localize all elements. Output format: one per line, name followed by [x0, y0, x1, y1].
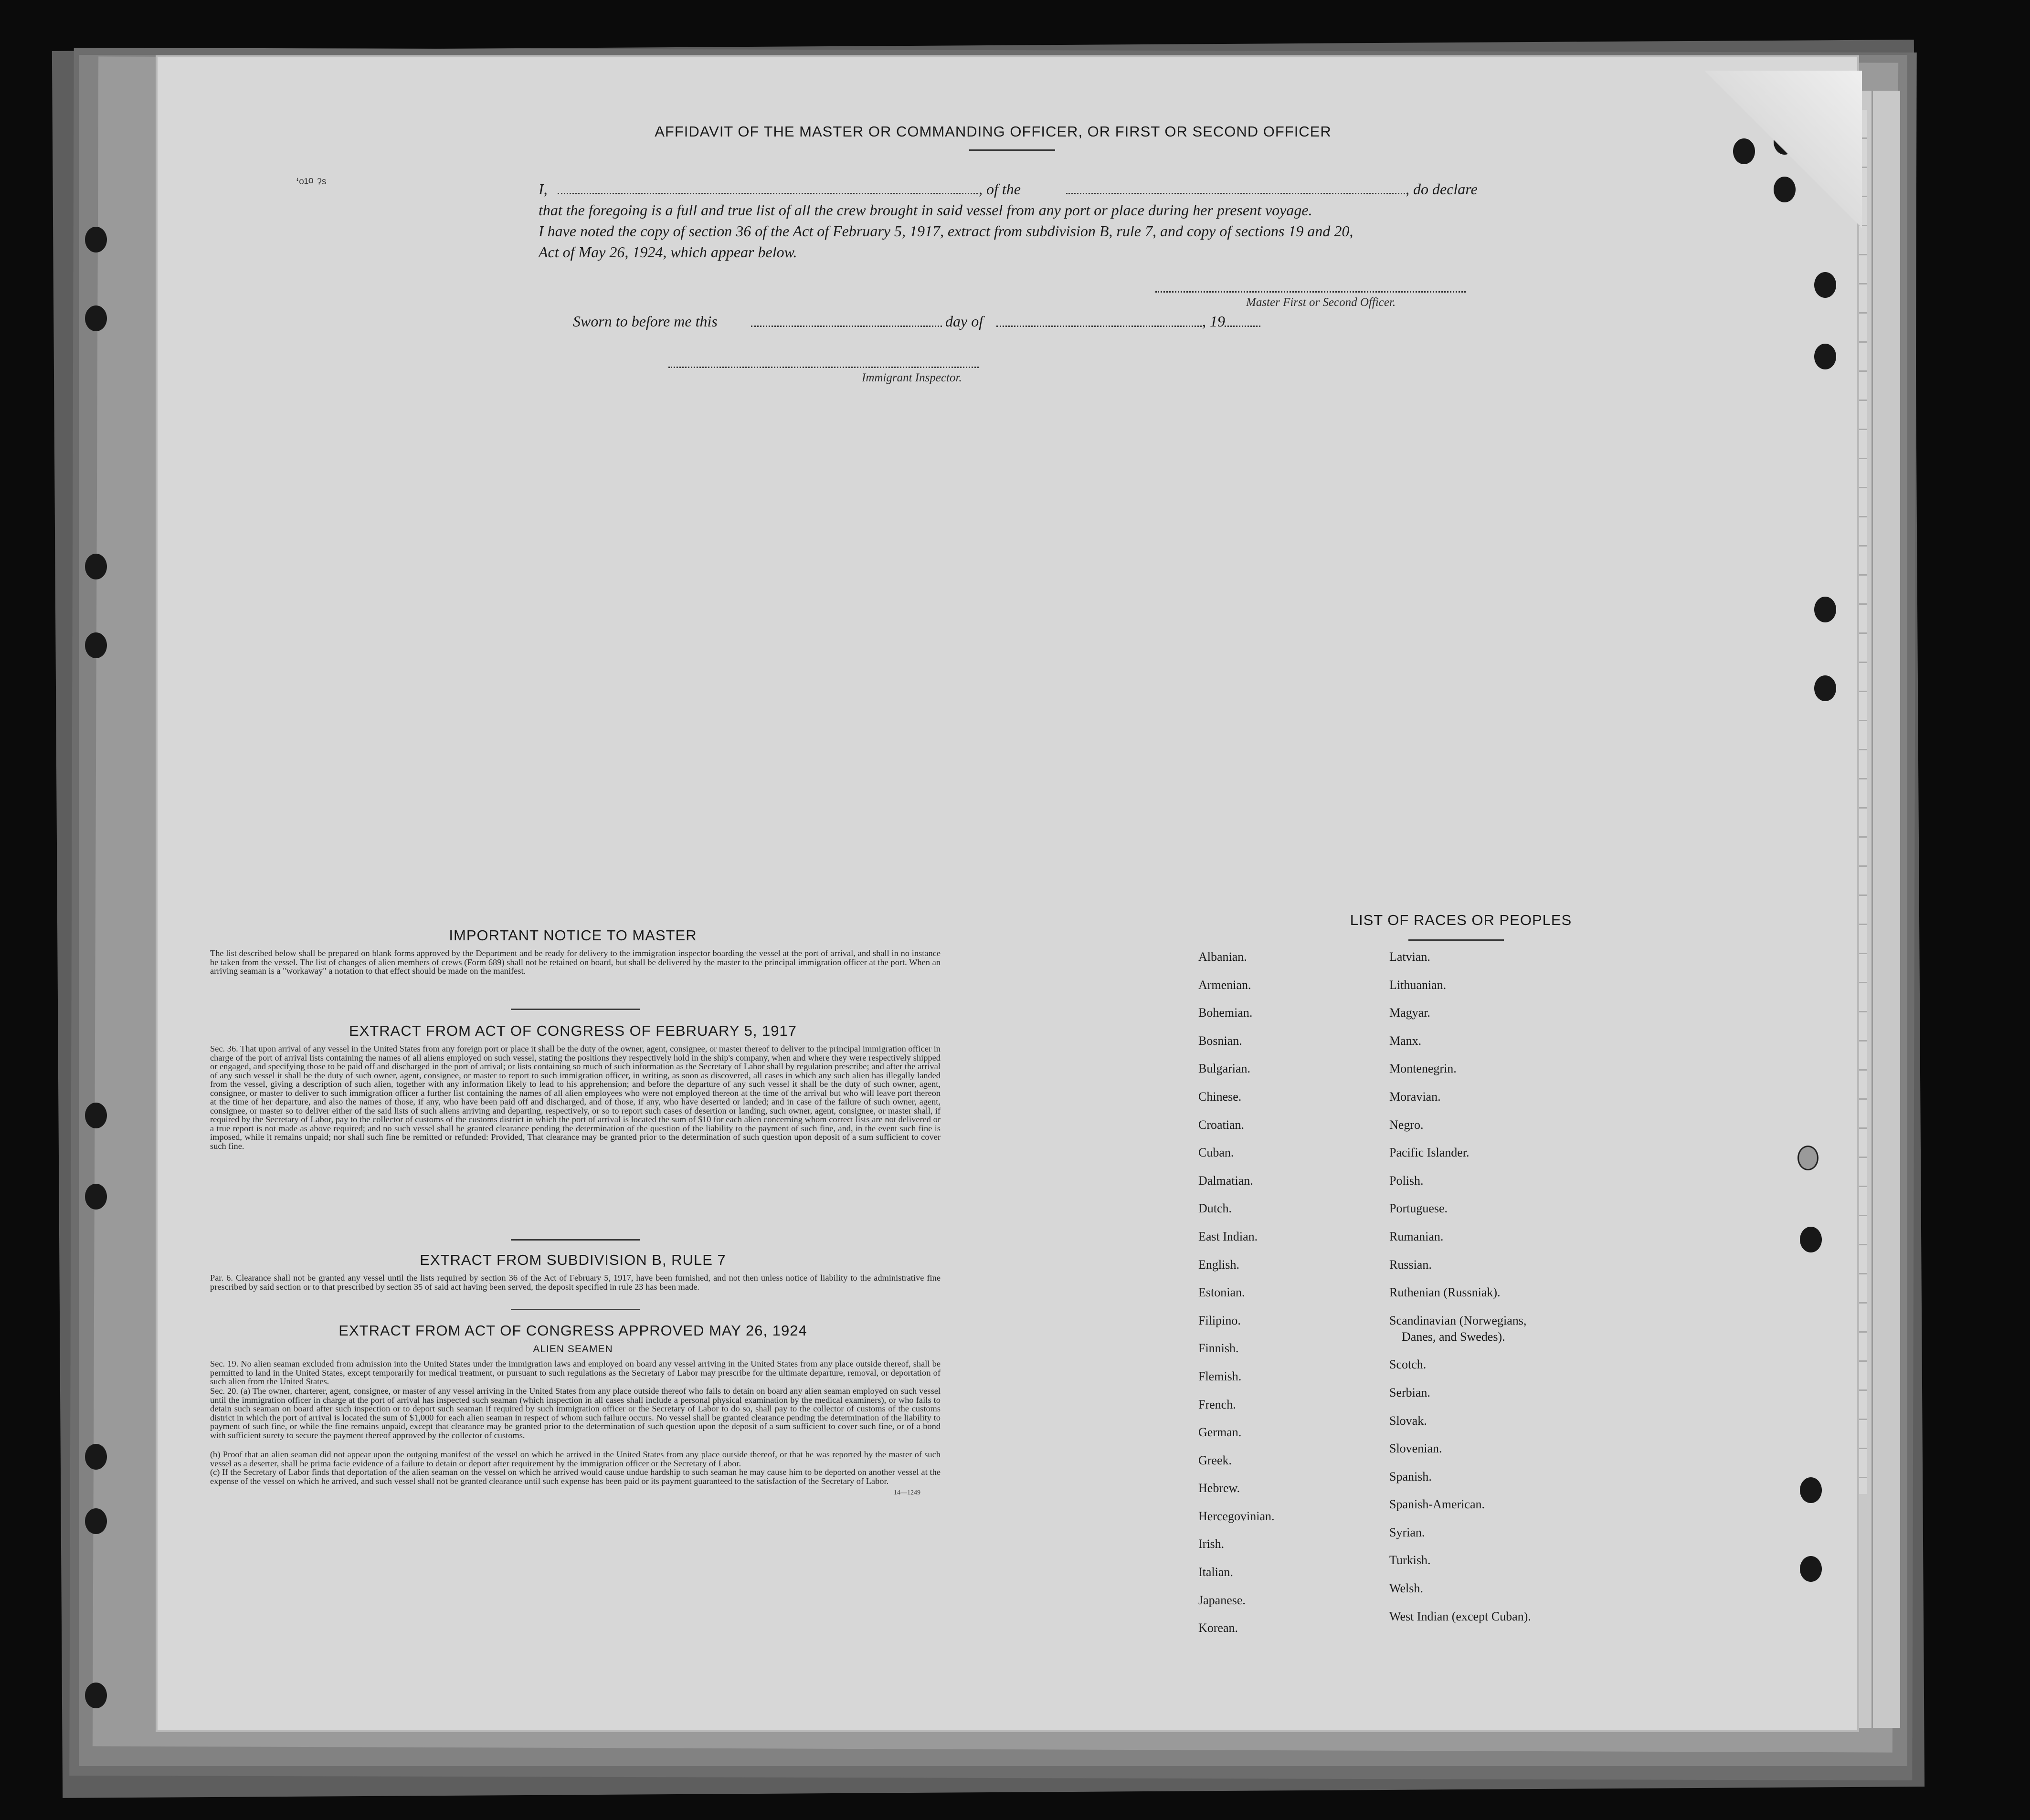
notice-title: IMPORTANT NOTICE TO MASTER	[449, 927, 697, 944]
race-item: Syrian.	[1389, 1525, 1425, 1539]
divider	[969, 149, 1055, 151]
year-label: , 19	[1202, 313, 1225, 330]
race-item: Magyar.	[1389, 1006, 1430, 1020]
punch-hole	[85, 1444, 107, 1470]
subdivision-b-title: EXTRACT FROM SUBDIVISION B, RULE 7	[420, 1252, 726, 1268]
race-item: Russian.	[1389, 1257, 1432, 1272]
race-item: Bosnian.	[1198, 1033, 1242, 1048]
affidavit-line-2: that the foregoing is a full and true list of all the crew brought in said vessel from any port or place during her present voyage.	[539, 201, 1312, 219]
race-item: East Indian.	[1198, 1229, 1258, 1243]
race-item: Flemish.	[1198, 1369, 1242, 1383]
punch-hole	[85, 305, 107, 331]
folded-corner	[1704, 71, 1862, 228]
alien-seamen-subtitle: ALIEN SEAMEN	[533, 1344, 613, 1355]
marginal-stamp: ʻᵒ¹º ˀˢ	[296, 176, 327, 190]
punch-hole	[1814, 272, 1836, 298]
divider	[511, 1009, 640, 1010]
manifest-back-page	[158, 57, 1857, 1730]
race-item: Ruthenian (Russniak).	[1389, 1285, 1501, 1300]
race-item: Negro.	[1389, 1117, 1424, 1132]
sec-20c-text: (c) If the Secretary of Labor finds that deportation of the alien seaman on the vessel on which he arrived would cause undue hardship to such seaman he may cause him to be deported on another vessel at the expense of the vessel on which he arrived, and such vessel shall not be granted clearance until such expense has been paid or its payment guaranteed to the satisfaction of the Secretary of Labor.	[210, 1467, 941, 1486]
affidavit-line-4: Act of May 26, 1924, which appear below.	[539, 243, 797, 261]
race-item: Spanish.	[1389, 1469, 1432, 1483]
race-item: Croatian.	[1198, 1117, 1245, 1132]
race-item: Spanish-American.	[1389, 1497, 1485, 1512]
race-item: Chinese.	[1198, 1089, 1242, 1104]
race-item: Korean.	[1198, 1621, 1238, 1635]
affidavit-of-the-label: , of the	[979, 180, 1021, 198]
inspector-signature-line	[668, 367, 979, 368]
subdivision-b-text: Par. 6. Clearance shall not be granted any vessel until the lists required by section 36 of the Act of February 5, 1917, have been furnished, and not then unless notice of liability to the administrative fine prescribed by said section or to that prescribed by section 35 of said act having been served, the deposit specified in rule 23 has been made.	[210, 1273, 941, 1292]
race-item: Scotch.	[1389, 1357, 1427, 1372]
extract-1917-text: Sec. 36. That upon arrival of any vessel in the United States from any foreign port or place it shall be the duty of the owner, agent, consignee, or master thereof to deliver to the principal immigration officer in charge of the port of arrival lists containing the names of all aliens employed on such vessel, stating the positions they respectively hold in the ship's company, when and where they were respectively shipped or engaged, and specifying those to be paid off and discharged in the port of arrival; or lists containing so much of such information as the Secretary of Labor shall by regulation prescribe; and after the arrival of any such vessel it shall be the duty of such owner, agent, consignee, or master to report to such immigration officer, in writing, as soon as discovered, all cases in which any such alien has illegally landed from the vessel, giving a description of such alien, together with any information likely to lead to his apprehension; and before the departure of any such vessel it shall be the duty of such owner, agent, consignee, or master to deliver to such immigration officer a further list containing the names of all alien employees who were not employed thereon at the time of the arrival but who will leave port thereon at the time of her departure, and also the names of those, if any, who have been paid off and discharged, and of those, if any, who have deserted or landed; and in case of the failure of such owner, agent, consignee, or master so to deliver either of the said lists of such aliens arriving and departing, respectively, or so to report such cases of desertion or landing, such owner, agent, consignee, or master shall, if required by the Secretary of Labor, pay to the collector of customs of the customs district in which the port of arrival is located the sum of $10 for each alien concerning whom correct lists are not delivered or a true report is not made as above required; and no such vessel shall be granted clearance pending the determination of the question of the liability to the payment of such fine, and, in the event such fine is imposed, while it remains unpaid; nor shall such fine be remitted or refunded: Provided, That clearance may be granted prior to the determination of such question upon deposit of a sum sufficient to cover such fine.	[210, 1044, 941, 1151]
sworn-year-line	[1225, 326, 1260, 327]
race-item: Italian.	[1198, 1565, 1233, 1579]
race-item: Turkish.	[1389, 1553, 1431, 1568]
affidavit-line-3: I have noted the copy of section 36 of the Act of February 5, 1917, extract from subdivision B, rule 7, and copy of sections 19 and 20,	[539, 222, 1353, 240]
race-item: Armenian.	[1198, 978, 1251, 992]
race-item: Polish.	[1389, 1173, 1424, 1188]
race-item: Manx.	[1389, 1033, 1422, 1048]
divider	[1408, 939, 1504, 941]
master-signature-caption: Master First or Second Officer.	[1246, 296, 1396, 309]
punch-hole	[1797, 1146, 1819, 1170]
sec-19-text: Sec. 19. No alien seaman excluded from admission into the United States under the immigration laws and employed on board any vessel arriving in the United States from any place outside thereof, shall be permitted to land in the United States, except temporarily for medical treatment, or pursuant to such regulations as the Secretary of Labor may prescribe for the ultimate departure, removal, or deportation of such alien from the United States.	[210, 1359, 941, 1386]
day-of-label: day of	[945, 313, 983, 330]
punch-hole	[1814, 344, 1836, 369]
race-item: Slovenian.	[1389, 1441, 1442, 1456]
race-item: Filipino.	[1198, 1313, 1241, 1327]
race-item: Estonian.	[1198, 1285, 1245, 1300]
race-item: Danes, and Swedes).	[1389, 1329, 1505, 1344]
race-item: Scandinavian (Norwegians,	[1389, 1313, 1527, 1327]
sworn-label: Sworn to before me this	[573, 313, 718, 330]
race-item: Pacific Islander.	[1389, 1146, 1470, 1160]
punch-hole	[1814, 675, 1836, 701]
race-item: Portuguese.	[1389, 1201, 1448, 1216]
punch-hole	[1800, 1477, 1822, 1503]
extract-1924-title: EXTRACT FROM ACT OF CONGRESS APPROVED MAY 26, 1924	[338, 1322, 807, 1339]
race-item: Moravian.	[1389, 1089, 1441, 1104]
race-item: Slovak.	[1389, 1413, 1427, 1428]
race-item: Dutch.	[1198, 1201, 1232, 1216]
race-item: Montenegrin.	[1389, 1062, 1457, 1076]
divider	[511, 1239, 640, 1241]
race-item: Rumanian.	[1389, 1229, 1444, 1243]
race-item: Japanese.	[1198, 1593, 1246, 1607]
race-item: Albanian.	[1198, 950, 1247, 964]
race-item: English.	[1198, 1257, 1239, 1272]
races-title: LIST OF RACES OR PEOPLES	[1350, 912, 1572, 928]
extract-1917-title: EXTRACT FROM ACT OF CONGRESS OF FEBRUARY 5, 1917	[349, 1022, 797, 1039]
race-item: Dalmatian.	[1198, 1173, 1253, 1188]
divider	[511, 1309, 640, 1310]
race-item: Bohemian.	[1198, 1006, 1253, 1020]
race-item: Finnish.	[1198, 1341, 1239, 1356]
punch-hole	[1800, 1556, 1822, 1582]
inspector-caption: Immigrant Inspector.	[862, 371, 962, 384]
race-item: Serbian.	[1389, 1385, 1430, 1399]
punch-hole	[85, 554, 107, 579]
races-right-column	[1389, 950, 1638, 1637]
race-item: German.	[1198, 1425, 1242, 1440]
punch-hole	[85, 1103, 107, 1128]
race-item: West Indian (except Cuban).	[1389, 1609, 1531, 1623]
punch-hole	[1800, 1227, 1822, 1252]
punch-hole	[85, 227, 107, 252]
race-item: Hebrew.	[1198, 1481, 1240, 1495]
punch-hole	[85, 632, 107, 658]
affidavit-title: AFFIDAVIT OF THE MASTER OR COMMANDING OFFICER, OR FIRST OR SECOND OFFICER	[655, 123, 1332, 140]
race-item: Welsh.	[1389, 1581, 1423, 1596]
sec-20a-text: Sec. 20. (a) The owner, charterer, agent, consignee, or master of any vessel arriving in the United States from any place outside thereof who fails to detain on board any alien seaman employed on such vessel until the immigration officer in charge at the port of arrival has inspected such seaman (which inspection in all cases shall include a personal physical examination by the medical examiners), or who fails to detain such seaman on board after such inspection or to deport such seaman if required by such immigration officer or the Secretary of Labor to do so, shall pay to the collector of customs of the customs district in which the port of arrival is located the sum of $1,000 for each alien seaman in respect of whom such failure occurs. No vessel shall be granted clearance pending the determination of the liability to payment of such fine, or while the fine remains unpaid, except that clearance may be granted prior to the determination of such question upon the deposit of a sum sufficient to cover such fine, or of a bond with sufficient surety to secure the payment thereof approved by the collector of customs.	[210, 1386, 941, 1440]
race-item: Hercegovinian.	[1198, 1509, 1275, 1523]
race-item: Bulgarian.	[1198, 1062, 1251, 1076]
race-item: Greek.	[1198, 1453, 1232, 1467]
affidavit-declare-label: , do declare	[1406, 180, 1478, 198]
vessel-name-line	[1066, 193, 1405, 194]
punch-hole	[85, 1184, 107, 1210]
punch-hole	[1814, 597, 1836, 622]
race-item: Irish.	[1198, 1537, 1225, 1551]
race-item: French.	[1198, 1397, 1236, 1411]
notice-text: The list described below shall be prepared on blank forms approved by the Department and be ready for delivery to the immigration inspector boarding the vessel at the port of arrival, and shall in no instance be taken from the vessel. The list of changes of alien members of crews (Form 689) shall not be retained on board, but shall be delivered by the master to the principal immigration officer at the port. When an arriving seaman is a "workaway" a notation to that effect should be made on the manifest.	[210, 948, 941, 976]
master-name-line	[558, 193, 978, 194]
form-number: 14—1249	[894, 1489, 920, 1496]
race-item: Cuban.	[1198, 1146, 1234, 1160]
affidavit-i-label: I,	[539, 180, 548, 198]
race-item: Latvian.	[1389, 950, 1430, 964]
sworn-day-line	[751, 326, 942, 327]
races-left-column	[1198, 950, 1389, 1649]
punch-hole	[85, 1508, 107, 1534]
punch-hole	[85, 1683, 107, 1708]
sec-20b-text: (b) Proof that an alien seaman did not appear upon the outgoing manifest of the vessel on which he arrived in the United States from any place outside thereof, or that he was reported by the master of such vessel as a deserter, shall be prima facie evidence of a failure to detain or deport after requirement by the immigration officer or the Secretary of Labor.	[210, 1450, 941, 1468]
race-item: Lithuanian.	[1389, 978, 1447, 992]
sworn-month-line	[996, 326, 1202, 327]
master-signature-line	[1155, 291, 1466, 293]
